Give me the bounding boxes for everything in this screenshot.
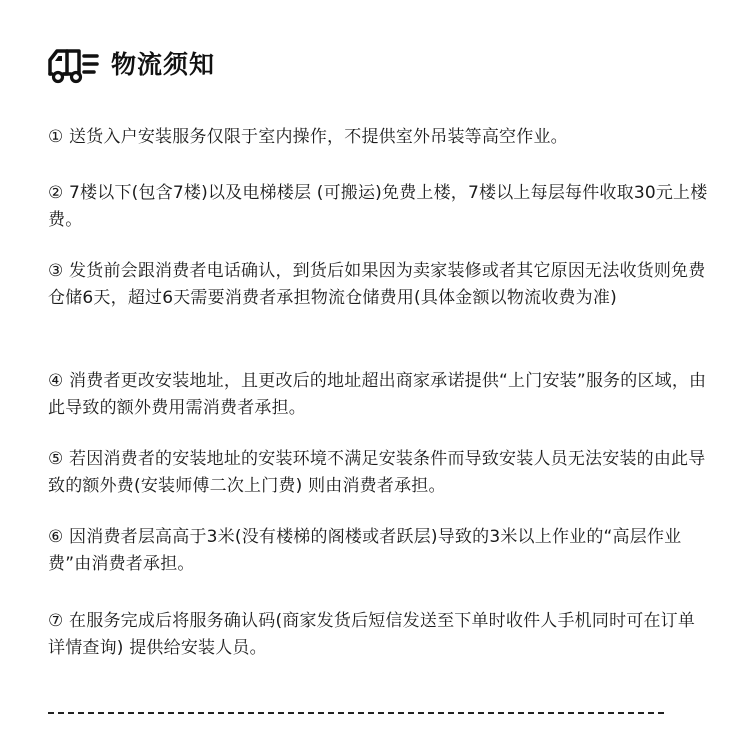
- truck-icon: [46, 44, 100, 86]
- notice-item: ⑥ 因消费者层高高于3米(没有楼梯的阁楼或者跃层)导致的3米以上作业的“高层作业费”由消费者承担。: [48, 527, 682, 574]
- notice-item: ③ 发货前会跟消费者电话确认，到货后如果因为卖家装修或者其它原因无法收货则免费仓储6天，超过6天需要消费者承担物流仓储费用(具体金额以物流收费为准): [48, 261, 706, 308]
- dashed-divider: [48, 712, 664, 714]
- page-header: [46, 44, 215, 86]
- notice-item: ⑦ 在服务完成后将服务确认码(商家发货后短信发送至下单时收件人手机同时可在订单详情查询) 提供给安装人员。: [48, 611, 696, 658]
- notice-item: ④ 消费者更改安装地址，且更改后的地址超出商家承诺提供“上门安装”服务的区域，由此导致的额外费用需消费者承担。: [48, 371, 707, 418]
- notice-item: ① 送货入户安装服务仅限于室内操作，不提供室外吊装等高空作业。: [48, 127, 568, 147]
- notice-item: ② 7楼以下(包含7楼)以及电梯楼层 (可搬运)免费上楼，7楼以上每层每件收取30元上楼费。: [48, 183, 708, 230]
- notice-item: ⑤ 若因消费者的安装地址的安装环境不满足安装条件而导致安装人员无法安装的由此导致的额外费(安装师傅二次上门费) 则由消费者承担。: [48, 449, 706, 496]
- page-title: 物流须知: [111, 50, 216, 79]
